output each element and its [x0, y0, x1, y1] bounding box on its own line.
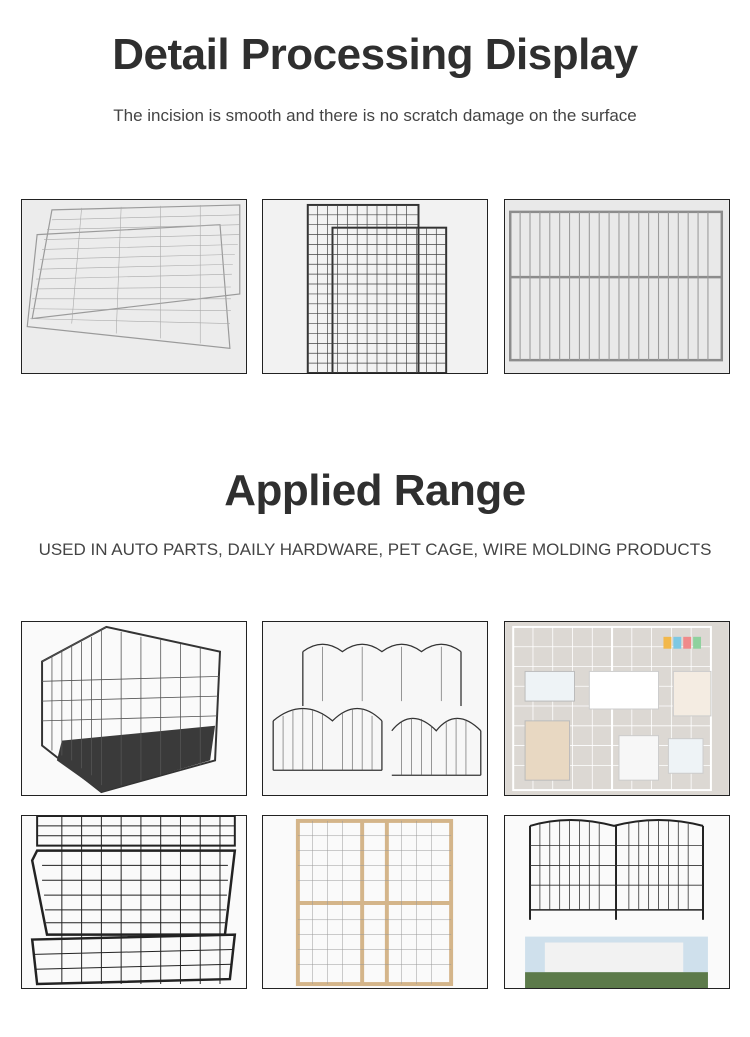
black-grid-racks-image — [262, 199, 488, 374]
applied-section-subtitle: USED IN AUTO PARTS, DAILY HARDWARE, PET CAGE, WIRE MOLDING PRODUCTS — [38, 540, 712, 559]
steel-wire-shelf-image — [504, 199, 730, 374]
arched-fence-image — [504, 815, 730, 989]
stacked-cooling-racks-image — [21, 199, 247, 374]
wooden-pet-gate-image — [262, 815, 488, 989]
pet-cage-image — [21, 621, 247, 796]
stacking-wire-baskets-image — [21, 815, 247, 989]
applied-section-title: Applied Range — [224, 466, 526, 515]
wall-grid-organizer-image — [504, 621, 730, 796]
detail-section-title: Detail Processing Display — [112, 30, 638, 79]
detail-section-subtitle: The incision is smooth and there is no scratch damage on the surface — [113, 106, 637, 125]
garden-fence-panels-image — [262, 621, 488, 796]
